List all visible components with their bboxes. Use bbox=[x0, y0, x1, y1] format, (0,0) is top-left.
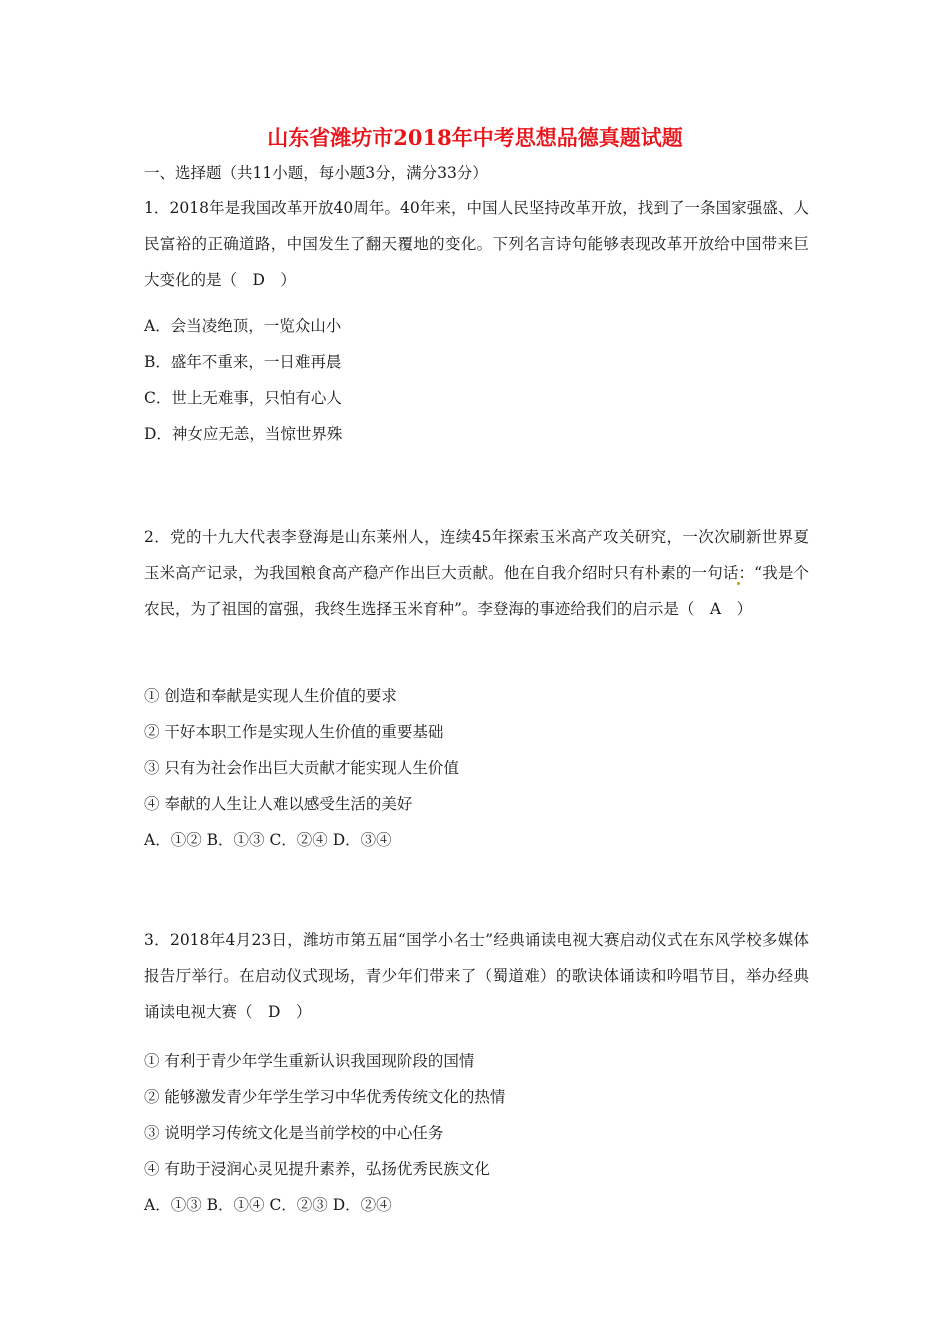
question-3-statement-1: ① 有利于青少年学生重新认识我国现阶段的国情 bbox=[144, 1052, 475, 1070]
section-heading: 一、选择题（共11小题，每小题3分，满分33分） bbox=[144, 164, 488, 182]
question-1-stem: 1．2018年是我国改革开放40周年。40年来，中国人民坚持改革开放，找到了一条国家强盛、人民富裕的正确道路，中国发生了翻天覆地的变化。下列名言诗句能够表现改革开放给中国带来巨大变化的是（ D ） bbox=[144, 199, 809, 289]
question-1-option-d: D．神女应无恙，当惊世界殊 bbox=[144, 425, 343, 443]
question-3-statement-3: ③ 说明学习传统文化是当前学校的中心任务 bbox=[144, 1124, 444, 1142]
emphasis-dot-mark bbox=[737, 582, 740, 585]
question-3-statement-2: ② 能够激发青少年学生学习中华优秀传统文化的热情 bbox=[144, 1088, 506, 1106]
question-2-statement-2: ② 干好本职工作是实现人生价值的重要基础 bbox=[144, 723, 444, 741]
document-title: 山东省潍坊市2018年中考思想品德真题试题 bbox=[267, 125, 683, 150]
question-1-option-a: A．会当凌绝顶，一览众山小 bbox=[144, 317, 342, 335]
question-2-answer-choices: A．①② B．①③ C．②④ D．③④ bbox=[144, 831, 392, 849]
question-2-statement-4: ④ 奉献的人生让人难以感受生活的美好 bbox=[144, 795, 413, 813]
question-1-option-b: B．盛年不重来，一日难再晨 bbox=[144, 353, 342, 371]
question-3-answer-choices: A．①③ B．①④ C．②③ D．②④ bbox=[144, 1196, 392, 1214]
question-2-stem: 2．党的十九大代表李登海是山东莱州人，连续45年探索玉米高产攻关研究，一次次刷新世界夏玉米高产记录，为我国粮食高产稳产作出巨大贡献。他在自我介绍时只有朴素的一句话：“我是个农民，为了祖国的富强，我终生选择玉米育种”。李登海的事迹给我们的启示是（ A ） bbox=[144, 528, 809, 618]
question-1-option-c: C．世上无难事，只怕有心人 bbox=[144, 389, 342, 407]
question-3-statement-4: ④ 有助于浸润心灵见提升素养，弘扬优秀民族文化 bbox=[144, 1160, 490, 1178]
question-2-statement-3: ③ 只有为社会作出巨大贡献才能实现人生价值 bbox=[144, 759, 459, 777]
question-2-statement-1: ① 创造和奉献是实现人生价值的要求 bbox=[144, 687, 397, 705]
question-3-stem: 3．2018年4月23日，潍坊市第五届“国学小名士”经典诵读电视大赛启动仪式在东风学校多媒体报告厅举行。在启动仪式现场，青少年们带来了（蜀道难）的歌诀体诵读和吟唱节目，举办经典诵读电视大赛（ D ） bbox=[144, 931, 809, 1021]
